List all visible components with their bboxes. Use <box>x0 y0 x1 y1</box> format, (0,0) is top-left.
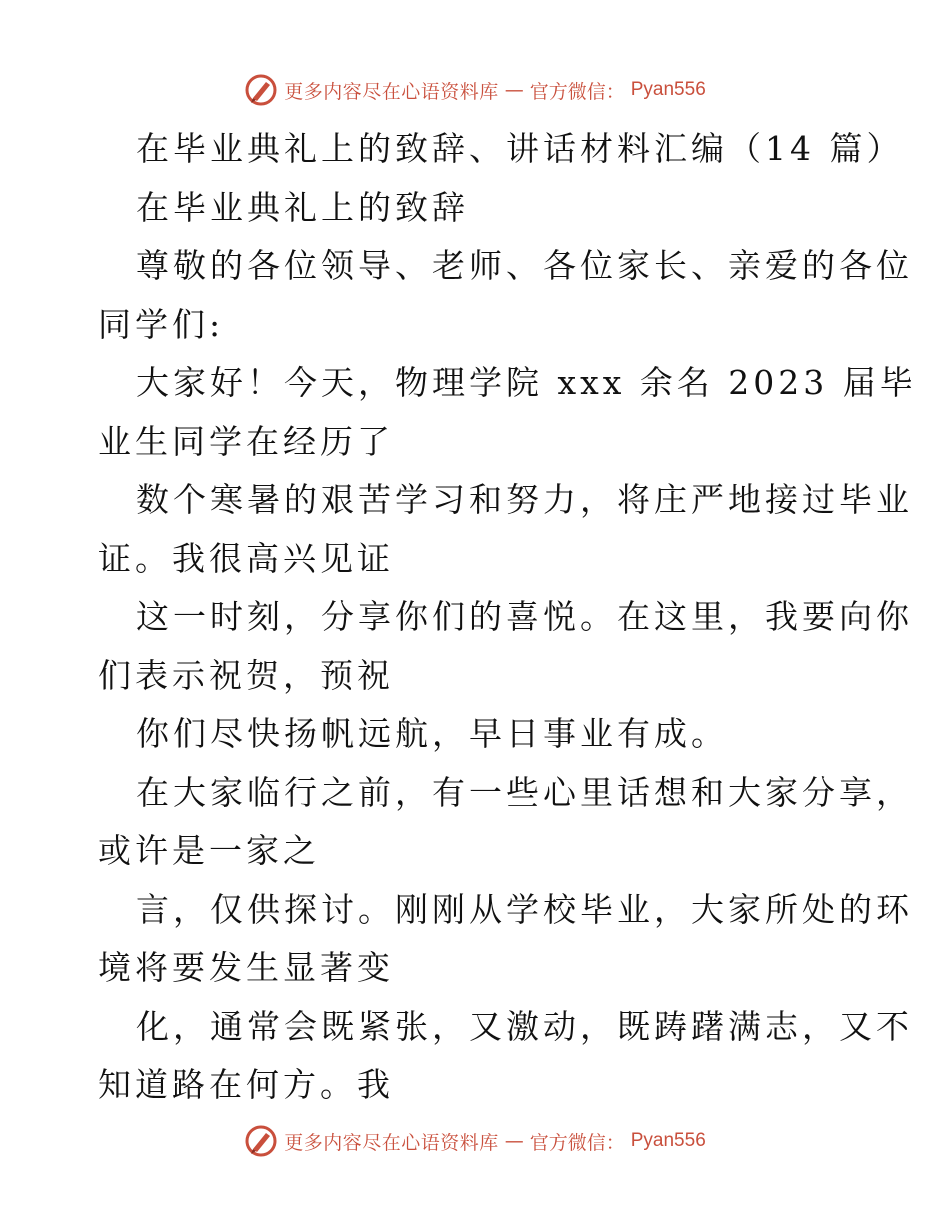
text-line: 在大家临行之前，有一些心里话想和大家分享， <box>136 772 913 812</box>
text-line: 们表示祝贺，预祝 <box>98 655 394 695</box>
pen-logo-icon <box>244 1124 278 1158</box>
text-line: 化，通常会既紧张，又激动，既踌躇满志，又不 <box>136 1006 913 1046</box>
text-line: 业生同学在经历了 <box>98 421 394 461</box>
header-watermark <box>0 70 950 110</box>
watermark-id: Pyan556 <box>630 79 706 100</box>
doc-title: 在毕业典礼上的致辞、讲话材料汇编（14 篇） <box>136 129 904 168</box>
text-line: 言，仅供探讨。刚刚从学校毕业，大家所处的环 <box>136 889 913 929</box>
watermark-suffix: 官方微信： <box>529 1131 625 1154</box>
text-line: 证。我很高兴见证 <box>98 538 394 578</box>
watermark-id: Pyan556 <box>630 1130 706 1151</box>
text-line: 尊敬的各位领导、老师、各位家长、亲爱的各位 <box>136 246 913 285</box>
watermark-separator: — <box>504 1130 524 1152</box>
text-line: 或许是一家之 <box>98 831 320 870</box>
watermark-text: 更多内容尽在心语资料库 <box>284 1131 499 1154</box>
text-line: 你们尽快扬帆远航，早日事业有成。 <box>136 714 728 753</box>
watermark-text: 更多内容尽在心语资料库 <box>284 80 499 103</box>
text-line: 这一时刻，分享你们的喜悦。在这里，我要向你 <box>136 597 913 636</box>
watermark-suffix: 官方微信： <box>529 80 625 103</box>
footer-watermark <box>0 1121 950 1161</box>
pen-logo-icon <box>244 73 278 107</box>
document-body <box>98 120 917 1115</box>
text-line: 知道路在何方。我 <box>98 1065 394 1104</box>
text-line: 数个寒暑的艰苦学习和努力，将庄严地接过毕业 <box>136 480 913 519</box>
section-title: 在毕业典礼上的致辞 <box>136 187 469 227</box>
text-line: 境将要发生显著变 <box>98 948 394 987</box>
watermark-separator: — <box>504 79 524 101</box>
text-line: 大家好！今天，物理学院 xxx 余名 2023 届毕 <box>136 363 917 402</box>
text-line: 同学们: <box>98 304 225 344</box>
